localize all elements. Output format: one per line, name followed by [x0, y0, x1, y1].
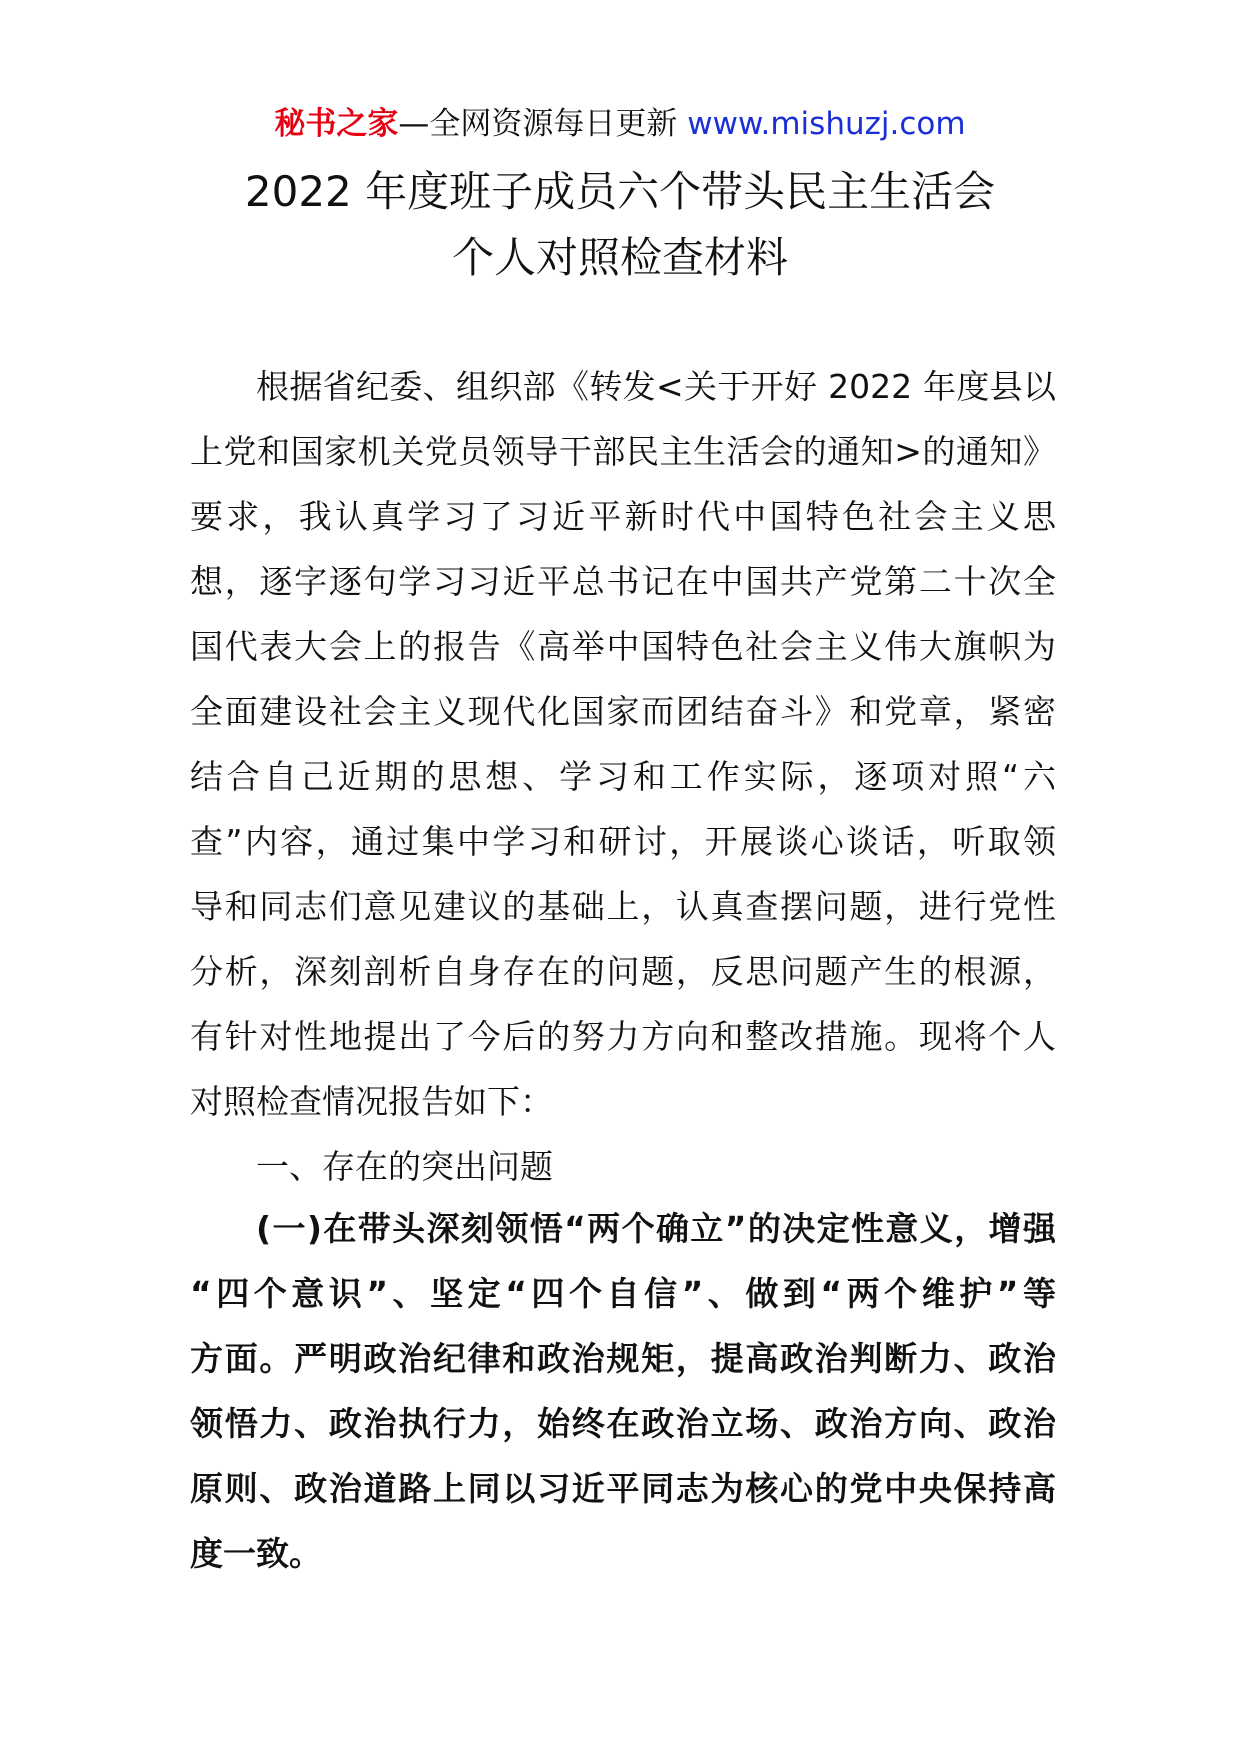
subsection-line: 领悟力、政治执行力，始终在政治立场、政治方向、政治 — [190, 1404, 1056, 1443]
paragraph-line: 分析，深刻剖析自身存在的问题，反思问题产生的根源， — [190, 952, 1056, 991]
paragraph-line: 要求，我认真学习了习近平新时代中国特色社会主义思 — [190, 497, 1056, 536]
paragraph-line: 对照检查情况报告如下： — [190, 1082, 553, 1121]
subsection-line: 原则、政治道路上同以习近平同志为核心的党中央保持高 — [190, 1469, 1056, 1508]
paragraph-line: 国代表大会上的报告《高举中国特色社会主义伟大旗帜为 — [190, 627, 1056, 666]
intro-paragraph — [190, 354, 1056, 1134]
subsection-line: (一)在带头深刻领悟“两个确立”的决定性意义，增强 — [256, 1209, 1056, 1248]
header-slogan: —全网资源每日更新 — [398, 106, 688, 142]
subsection-line: “四个意识”、坚定“四个自信”、做到“两个维护”等 — [190, 1274, 1056, 1313]
subsection-line: 方面。严明政治纪律和政治规矩，提高政治判断力、政治 — [190, 1339, 1056, 1378]
document-title-line-2: 个人对照检查材料 — [451, 233, 788, 282]
paragraph-line: 全面建设社会主义现代化国家而团结奋斗》和党章，紧密 — [190, 692, 1056, 731]
subsection-paragraph — [190, 1196, 1056, 1586]
site-url-link[interactable]: www.mishuzj.com — [687, 106, 966, 142]
subsection-line: 度一致。 — [190, 1534, 322, 1573]
brand-name: 秘书之家 — [274, 106, 399, 142]
paragraph-line: 上党和国家机关党员领导干部民主生活会的通知>的通知》 — [190, 432, 1056, 471]
paragraph-line: 想，逐字逐句学习习近平总书记在中国共产党第二十次全 — [190, 562, 1056, 601]
section-heading — [190, 1134, 1056, 1199]
paragraph-line: 根据省纪委、组织部《转发<关于开好 2022 年度县以 — [256, 367, 1056, 406]
paragraph-line: 结合自己近期的思想、学习和工作实际，逐项对照“六 — [190, 757, 1056, 796]
paragraph-line: 导和同志们意见建议的基础上，认真查摆问题，进行党性 — [190, 887, 1056, 926]
document-title-line-1: 2022 年度班子成员六个带头民主生活会 — [244, 167, 996, 216]
site-header — [0, 102, 1240, 146]
paragraph-line: 有针对性地提出了今后的努力方向和整改措施。现将个人 — [190, 1017, 1056, 1056]
paragraph-line: 查”内容，通过集中学习和研讨，开展谈心谈话，听取领 — [190, 822, 1056, 861]
section-heading-text: 一、存在的突出问题 — [256, 1147, 553, 1186]
